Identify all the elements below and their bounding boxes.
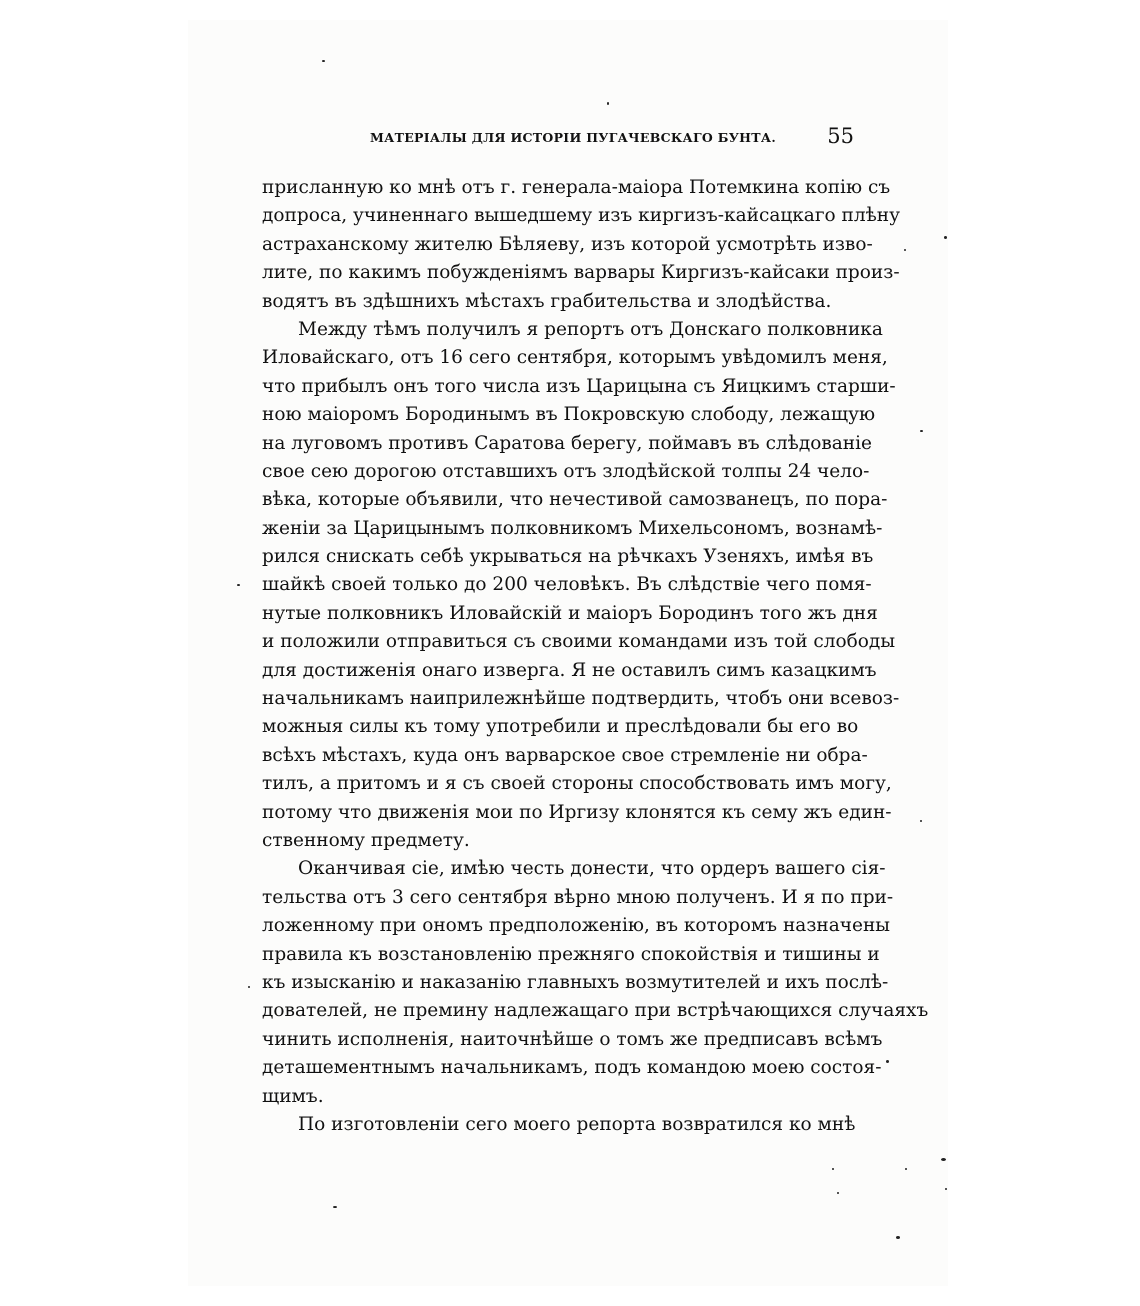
- text-line: водятъ въ здѣшнихъ мѣстахъ грабительства и злодѣйства.: [262, 290, 832, 312]
- text-line: всѣхъ мѣстахъ, куда онъ варварское свое стремленіе ни обра-: [262, 744, 868, 766]
- scan-speck: [920, 820, 922, 822]
- text-line: Между тѣмъ получилъ я репортъ отъ Донскаго полковника: [298, 318, 883, 340]
- text-line: ною маіоромъ Бородинымъ въ Покровскую слободу, лежащую: [262, 404, 876, 426]
- scan-speck: [896, 1236, 900, 1239]
- text-line: и положили отправиться съ своими командами изъ той слободы: [262, 631, 896, 653]
- body-text: [262, 174, 929, 1139]
- text-line: деташементнымъ начальникамъ, подъ командою моею состоя-: [262, 1057, 882, 1079]
- text-line: дователей, не премину надлежащаго при встрѣчающихся случаяхъ: [262, 1000, 929, 1022]
- text-line: астраханскому жителю Бѣляеву, изъ которой усмотрѣть изво-: [262, 233, 873, 255]
- text-line: что прибылъ онъ того числа изъ Царицына съ Яицкимъ старши-: [262, 375, 896, 397]
- text-line: для достиженія онаго изверга. Я не оставилъ симъ казацкимъ: [262, 659, 877, 681]
- scan-speck: [248, 986, 250, 988]
- text-line: щимъ.: [262, 1085, 324, 1107]
- text-line: чинить исполненія, наиточнѣйше о томъ же предписавъ всѣмъ: [262, 1028, 883, 1050]
- text-line: присланную ко мнѣ отъ г. генерала-маіора Потемкина копію съ: [262, 177, 891, 198]
- text-line: на луговомъ противъ Саратова берегу, поймавъ въ слѣдованіе: [262, 432, 873, 454]
- scan-speck: [333, 1206, 337, 1208]
- text-line: шайкѣ своей только до 200 человѣкъ. Въ слѣдствіе чего помя-: [262, 574, 872, 596]
- scan-speck: [322, 60, 325, 62]
- text-line: Иловайскаго, отъ 16 сего сентября, которымъ увѣдомилъ меня,: [262, 347, 888, 369]
- scan-speck: [886, 1060, 889, 1063]
- text-line: женіи за Царицынымъ полковникомъ Михельсономъ, вознамѣ-: [262, 517, 883, 539]
- text-line: къ изысканію и наказанію главныхъ возмутителей и ихъ послѣ-: [262, 971, 889, 993]
- text-line: ложенному при ономъ предположенію, въ которомъ назначены: [262, 915, 890, 937]
- scan-speck: [832, 1168, 834, 1170]
- text-line: потому что движенія мои по Иргизу клонятся къ сему жъ един-: [262, 801, 892, 823]
- text-line: ственному предмету.: [262, 829, 470, 851]
- scan-speck: [920, 430, 923, 432]
- scan-speck: [945, 1188, 947, 1190]
- page-number: 55: [827, 124, 854, 148]
- text-line: По изготовленіи сего моего репорта возвратился ко мнѣ: [298, 1113, 856, 1135]
- scan-speck: [904, 249, 906, 251]
- text-line: лите, по какимъ побужденіямъ варвары Киргизъ-кайсаки произ-: [262, 262, 900, 284]
- text-line: начальникамъ наиприлежнѣйше подтвердить, чтобъ они всевоз-: [262, 688, 900, 710]
- text-line: правила къ возстановленію прежняго спокойствія и тишины и: [262, 943, 880, 965]
- running-title: МАТЕРІАЛЫ ДЛЯ ИСТОРІИ ПУГАЧЕВСКАГО БУНТА.: [370, 130, 777, 145]
- scan-speck: [944, 236, 947, 239]
- text-line: Оканчивая сіе, имѣю честь донести, что ордеръ вашего сія-: [298, 858, 886, 880]
- text-line: можныя силы къ тому употребили и преслѣдовали бы его во: [262, 716, 859, 738]
- scan-speck: [837, 1192, 839, 1194]
- text-line: тельства отъ 3 сего сентября вѣрно мною полученъ. И я по при-: [262, 886, 894, 908]
- scan-speck: [237, 584, 240, 586]
- scan-speck: [941, 1158, 946, 1161]
- text-line: нутые полковникъ Иловайскій и маіоръ Бородинъ того жъ дня: [262, 602, 878, 624]
- text-line: тилъ, а притомъ и я съ своей стороны способствовать имъ могу,: [262, 773, 892, 795]
- scan-speck: [607, 102, 609, 105]
- page-header: [370, 124, 854, 154]
- text-line: свое сею дорогою отставшихъ отъ злодѣйской толпы 24 чело-: [262, 460, 870, 482]
- text-line: рился снискать себѣ укрываться на рѣчкахъ Узеняхъ, имѣя въ: [262, 546, 874, 568]
- text-line: вѣка, которые объявили, что нечестивой самозванецъ, по пора-: [262, 489, 888, 511]
- text-line: допроса, учиненнаго вышедшему изъ киргизъ-кайсацкаго плѣну: [262, 205, 901, 227]
- scan-speck: [905, 1168, 907, 1170]
